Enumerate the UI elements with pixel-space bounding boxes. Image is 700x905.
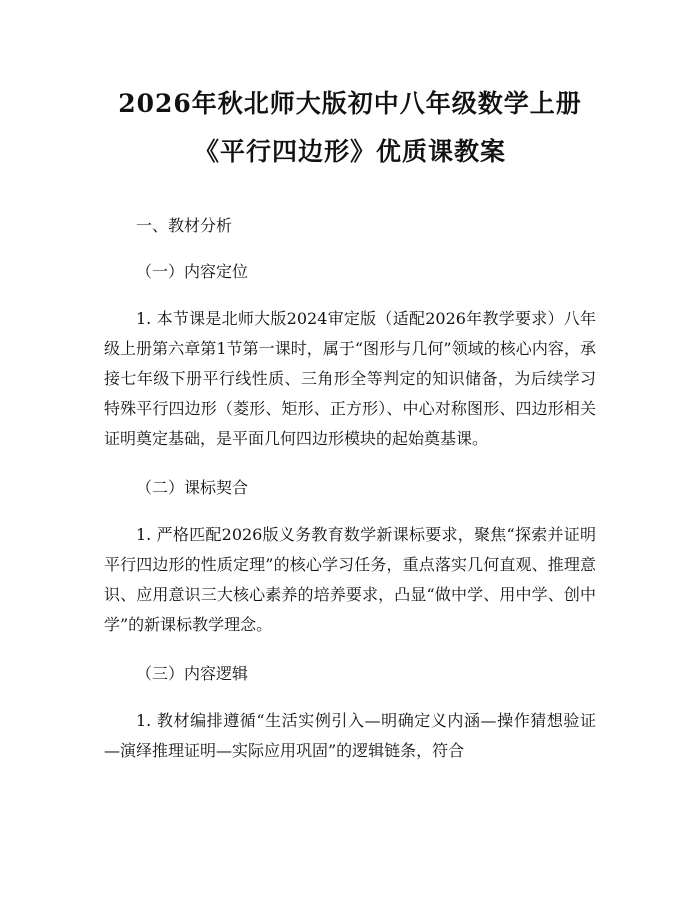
subsection-heading-curriculum-alignment: （二）课标契合 — [136, 478, 249, 497]
subsection-heading-content-positioning: （一）内容定位 — [136, 262, 249, 281]
document-title: 2026年秋北师大版初中八年级数学上册《平行四边形》优质课教案 — [118, 89, 582, 166]
paragraph-content-logic: 1. 教材编排遵循“生活实例引入—明确定义内涵—操作猜想验证—演绎推理证明—实际应用巩固”的逻辑链条，符合 — [104, 711, 596, 760]
subsection-heading-content-logic: （三）内容逻辑 — [136, 664, 249, 683]
paragraph-curriculum-alignment: 1. 严格匹配2026版义务教育数学新课标要求，聚焦“探索并证明平行四边形的性质定理”的核心学习任务，重点落实几何直观、推理意识、应用意识三大核心素养的培养要求，凸显“做中学、用中学、创中学”的新课标教学理念。 — [104, 525, 596, 634]
section-heading-teaching-material-analysis: 一、教材分析 — [136, 216, 233, 235]
paragraph-content-positioning: 1. 本节课是北师大版2024审定版（适配2026年教学要求）八年级上册第六章第1节第一课时，属于“图形与几何”领域的核心内容，承接七年级下册平行线性质、三角形全等判定的知识储备，为后续学习特殊平行四边形（菱形、矩形、正方形）、中心对称图形、四边形相关证明奠定基础，是平面几何四边形模块的起始奠基课。 — [104, 309, 596, 448]
